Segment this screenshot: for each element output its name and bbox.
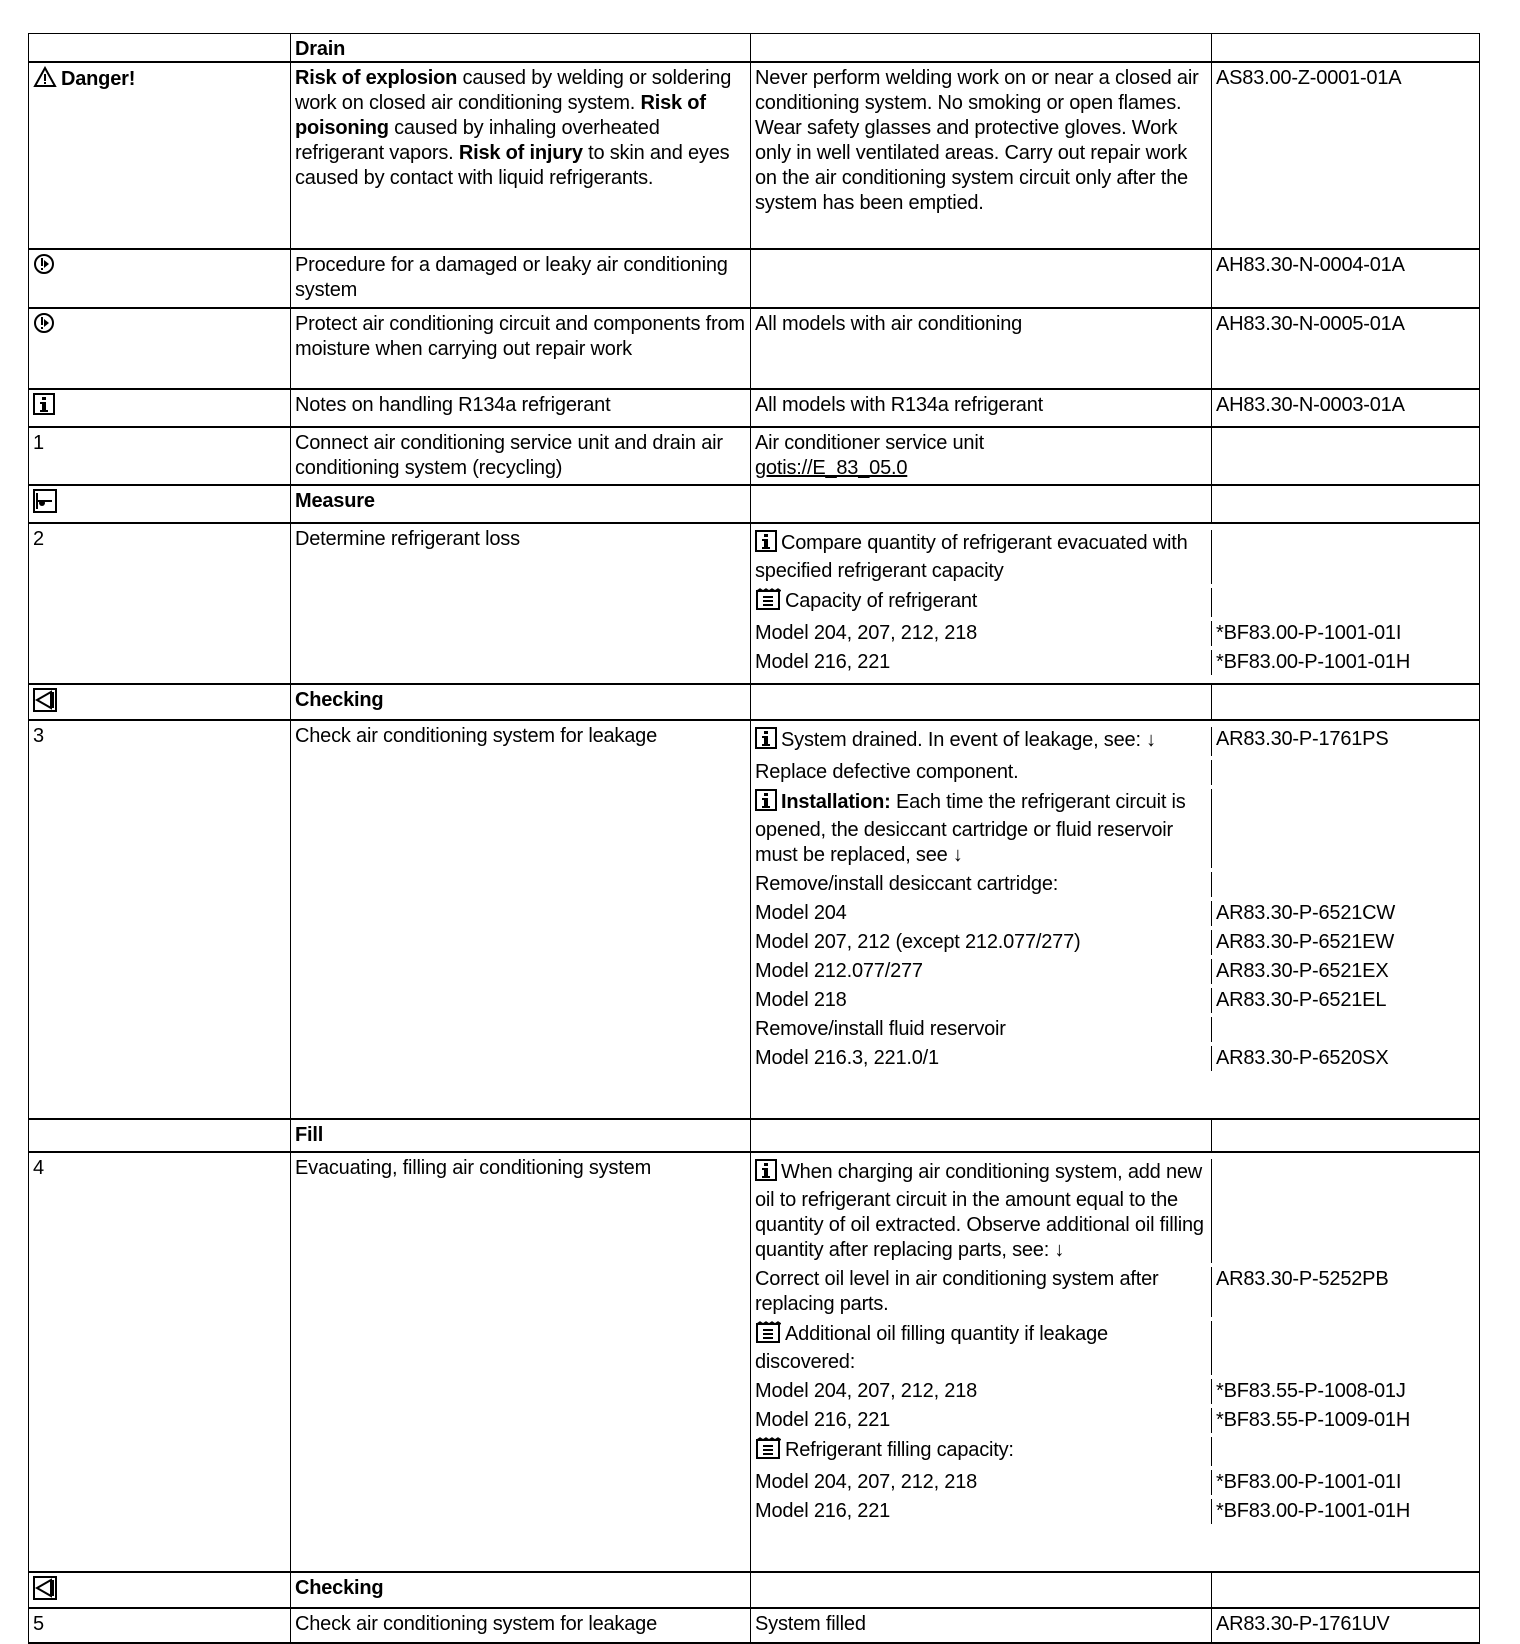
- detail-line: [751, 1267, 1479, 1321]
- document-reference[interactable]: *BF83.55-P-1009-01H: [1216, 1409, 1411, 1431]
- checking-icon: [33, 1576, 57, 1607]
- table-row: [29, 524, 1479, 685]
- document-reference[interactable]: [1212, 530, 1479, 584]
- detail-line: [751, 1046, 1479, 1075]
- table-row: [29, 390, 1479, 428]
- detail-line: [751, 650, 1479, 679]
- section-title: Measure: [295, 490, 375, 512]
- instruction-text: Notes on handling R134a refrigerant: [291, 390, 751, 426]
- note-cell: [751, 390, 1212, 426]
- detail-line: [751, 1499, 1479, 1528]
- document-reference[interactable]: AR83.30-P-5252PB: [1216, 1268, 1389, 1290]
- detail-text: Remove/install desiccant cartridge:: [755, 873, 1059, 895]
- section-title: Checking: [295, 689, 384, 711]
- spec-icon: [755, 1437, 781, 1466]
- detail-line: [751, 621, 1479, 650]
- detail-line: [751, 930, 1479, 959]
- detail-text: System drained. In event of leakage, see: ↓: [781, 729, 1156, 751]
- detail-text: Model 216, 221: [755, 651, 891, 673]
- spec-icon: [755, 1321, 781, 1350]
- table-row: [29, 309, 1479, 390]
- document-reference[interactable]: [1212, 1159, 1479, 1263]
- danger-text-segment: to skin and eyes caused by contact with liquid refrigerants.: [295, 142, 730, 189]
- detail-text: Remove/install fluid reservoir: [755, 1018, 1006, 1040]
- detail-text: Model 204, 207, 212, 218: [755, 1380, 978, 1402]
- detail-text: Model 216, 221: [755, 1500, 891, 1522]
- note-cell: [751, 309, 1212, 388]
- note-cell: [751, 1609, 1212, 1642]
- note-text: Air conditioner service unit: [755, 432, 984, 454]
- detail-text: Model 204: [755, 902, 847, 924]
- note-text: All models with air conditioning: [755, 313, 1023, 335]
- detail-text: Capacity of refrigerant: [785, 590, 978, 612]
- detail-text: Model 216.3, 221.0/1: [755, 1047, 939, 1069]
- document-reference[interactable]: AR83.30-P-6521EX: [1216, 960, 1389, 982]
- step-cell: [29, 1609, 291, 1642]
- detail-text: Additional oil filling quantity if leakage discovered:: [755, 1323, 1108, 1373]
- step-cell: [29, 524, 291, 683]
- table-row: [29, 1609, 1479, 1644]
- step-cell: [29, 63, 291, 248]
- step-cell: [29, 390, 291, 426]
- step-number: 4: [33, 1157, 44, 1179]
- document-reference[interactable]: *BF83.55-P-1008-01J: [1216, 1380, 1406, 1402]
- danger-emphasis: Risk of injury: [458, 142, 589, 164]
- detail-text: Compare quantity of refrigerant evacuated with specified refrigerant capacity: [755, 532, 1188, 582]
- step-number: 5: [33, 1613, 44, 1635]
- detail-emphasis: Installation:: [781, 791, 891, 813]
- document-reference[interactable]: AR83.30-P-1761PS: [1216, 728, 1389, 750]
- instruction-text: Connect air conditioning service unit and drain air conditioning system (recycling): [291, 428, 751, 484]
- table-row: [29, 63, 1479, 250]
- note-text: Never perform welding work on or near a closed air conditioning system. No smoking or open flames. Wear safety glasses and protective gloves. Work only in well ventilated areas. Carry out repair work on the air conditioning system circuit only after the system has been emptied.: [755, 67, 1199, 214]
- document-reference[interactable]: AR83.30-P-6521CW: [1216, 902, 1396, 924]
- detail-text: Each time the refrigerant circuit is opened, the desiccant cartridge or fluid reservoir must be replaced, see ↓: [755, 791, 1186, 866]
- table-row: [29, 428, 1479, 486]
- section-title: Drain: [295, 38, 346, 60]
- detail-text: Model 204, 207, 212, 218: [755, 1471, 978, 1493]
- table-row: [29, 1120, 1479, 1153]
- section-title: Checking: [295, 1577, 384, 1599]
- table-row: [29, 250, 1479, 309]
- step-cell: [29, 428, 291, 484]
- detail-line: [751, 530, 1479, 588]
- procedure-table: [28, 33, 1480, 1644]
- detail-text: Model 216, 221: [755, 1409, 891, 1431]
- document-reference[interactable]: AR83.30-P-6520SX: [1216, 1047, 1389, 1069]
- note-text: System filled: [755, 1613, 866, 1635]
- info-icon: [755, 727, 777, 756]
- step-number: 3: [33, 725, 44, 747]
- document-reference[interactable]: [1212, 1017, 1479, 1042]
- table-row: [29, 685, 1479, 721]
- detail-line: [751, 760, 1479, 789]
- step-cell: [29, 250, 291, 307]
- details: [751, 524, 1479, 683]
- section-title: Fill: [295, 1124, 324, 1146]
- danger-emphasis: Risk of poisoning: [295, 92, 706, 139]
- details: [751, 721, 1479, 1118]
- document-reference[interactable]: [1212, 1437, 1479, 1466]
- detail-line: [751, 988, 1479, 1017]
- danger-emphasis: Risk of explosion: [295, 67, 463, 89]
- detail-line: [751, 901, 1479, 930]
- document-reference[interactable]: AR83.30-P-1761UV: [1216, 1613, 1390, 1635]
- danger-label: Danger!: [61, 68, 136, 90]
- document-reference[interactable]: [1212, 588, 1479, 617]
- row-icon-cell: [29, 1573, 291, 1607]
- table-row: [29, 34, 1479, 63]
- detail-line: [751, 1159, 1479, 1267]
- instruction-text: Determine refrigerant loss: [291, 524, 751, 683]
- detail-text: Model 207, 212 (except 212.077/277): [755, 931, 1081, 953]
- document-reference[interactable]: AR83.30-P-6521EL: [1216, 989, 1387, 1011]
- detail-line: [751, 588, 1479, 621]
- info-icon: [755, 530, 777, 559]
- document-reference[interactable]: [1212, 789, 1479, 868]
- row-icon-cell: [29, 1120, 291, 1151]
- detail-line: [751, 959, 1479, 988]
- instruction-text: Procedure for a damaged or leaky air conditioning system: [291, 250, 751, 307]
- info-icon: [33, 393, 55, 422]
- table-row: [29, 721, 1479, 1120]
- spec-icon: [755, 588, 781, 617]
- document-reference[interactable]: [1212, 428, 1479, 484]
- step-number: 2: [33, 528, 44, 550]
- document-reference[interactable]: *BF83.00-P-1001-01H: [1216, 651, 1411, 673]
- warning-triangle-icon: [33, 66, 57, 95]
- document-reference[interactable]: *BF83.00-P-1001-01H: [1216, 1500, 1411, 1522]
- detail-text: Model 204, 207, 212, 218: [755, 622, 978, 644]
- danger-text-segment: caused by welding or soldering work on closed air conditioning system.: [295, 67, 732, 114]
- detail-text: Replace defective component.: [755, 761, 1019, 783]
- document-reference[interactable]: [1212, 1321, 1479, 1375]
- info-icon: [755, 1159, 777, 1188]
- note-cell: [751, 63, 1212, 248]
- document-reference[interactable]: *BF83.00-P-1001-01I: [1216, 622, 1402, 644]
- detail-line: [751, 789, 1479, 872]
- row-icon-cell: [29, 685, 291, 719]
- document-reference[interactable]: AR83.30-P-6521EW: [1216, 931, 1395, 953]
- step-number: 1: [33, 432, 44, 454]
- detail-text: Correct oil level in air conditioning system after replacing parts.: [755, 1268, 1159, 1315]
- procedure-icon: [33, 253, 55, 282]
- details: [751, 1153, 1479, 1571]
- document-reference[interactable]: AH83.30-N-0003-01A: [1216, 394, 1405, 416]
- document-reference[interactable]: *BF83.00-P-1001-01I: [1216, 1471, 1402, 1493]
- step-cell: [29, 721, 291, 1118]
- table-row: [29, 1153, 1479, 1573]
- instruction-text: Check air conditioning system for leakage: [291, 721, 751, 1118]
- table-row: [29, 1573, 1479, 1609]
- document-reference[interactable]: AH83.30-N-0004-01A: [1216, 254, 1405, 276]
- instruction-text: Check air conditioning system for leakage: [291, 1609, 751, 1642]
- detail-line: [751, 1437, 1479, 1470]
- detail-line: [751, 1321, 1479, 1379]
- detail-line: [751, 1408, 1479, 1437]
- detail-text: Model 218: [755, 989, 847, 1011]
- procedure-icon: [33, 312, 55, 341]
- info-icon: [755, 789, 777, 818]
- service-unit-link[interactable]: gotis://E_83_05.0: [755, 457, 908, 479]
- row-icon-cell: [29, 34, 291, 61]
- step-cell: [29, 309, 291, 388]
- danger-text-segment: caused by inhaling overheated refrigerant vapors.: [295, 117, 660, 164]
- detail-line: [751, 1379, 1479, 1408]
- note-cell: [751, 250, 1212, 307]
- checking-icon: [33, 688, 57, 719]
- detail-text: Refrigerant filling capacity:: [785, 1439, 1014, 1461]
- detail-text: When charging air conditioning system, add new oil to refrigerant circuit in the amount equal to the quantity of oil extracted. Observe additional oil filling quantity after replacing parts, see: ↓: [755, 1161, 1204, 1261]
- detail-text: Model 212.077/277: [755, 960, 923, 982]
- instruction-text: Evacuating, filling air conditioning system: [291, 1153, 751, 1571]
- row-icon-cell: [29, 486, 291, 522]
- measure-icon: [33, 489, 57, 520]
- detail-line: [751, 727, 1479, 760]
- table-row: [29, 486, 1479, 524]
- document-reference[interactable]: [1212, 872, 1479, 897]
- note-cell: [751, 428, 1212, 484]
- danger-text: [291, 63, 751, 248]
- detail-line: [751, 1470, 1479, 1499]
- document-reference[interactable]: AH83.30-N-0005-01A: [1216, 313, 1405, 335]
- note-text: All models with R134a refrigerant: [755, 394, 1043, 416]
- detail-line: [751, 1017, 1479, 1046]
- step-cell: [29, 1153, 291, 1571]
- document-reference[interactable]: AS83.00-Z-0001-01A: [1216, 67, 1402, 89]
- instruction-text: Protect air conditioning circuit and components from moisture when carrying out repair work: [291, 309, 751, 388]
- document-reference[interactable]: [1212, 760, 1479, 785]
- detail-line: [751, 872, 1479, 901]
